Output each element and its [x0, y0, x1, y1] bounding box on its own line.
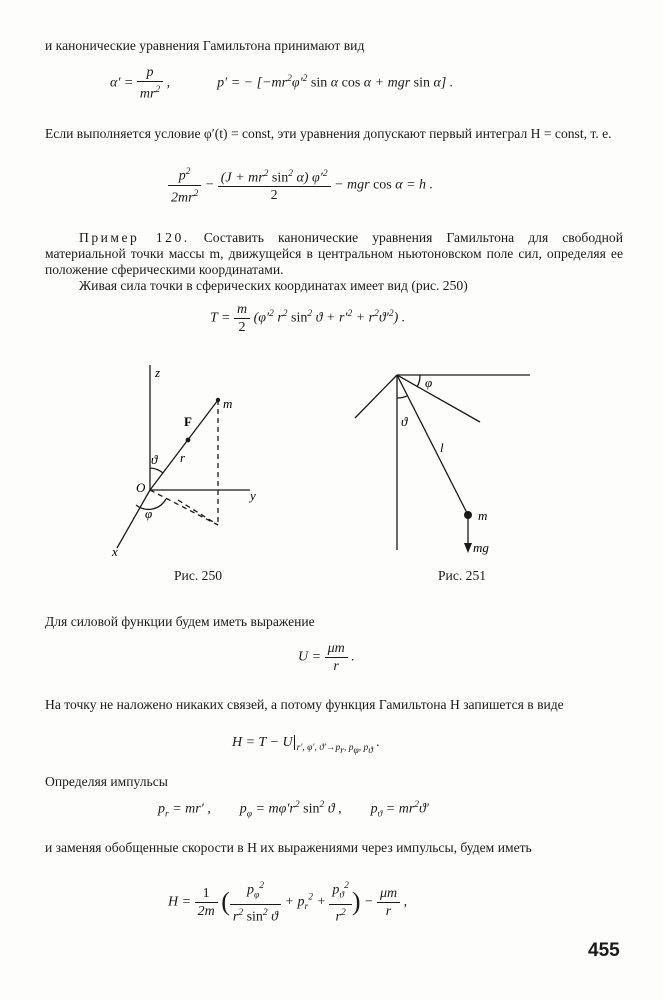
- label-theta: ϑ: [401, 414, 408, 429]
- label-phi: φ: [425, 375, 433, 390]
- label-radius: r: [180, 450, 186, 465]
- label-force: F: [184, 414, 192, 429]
- example-text: Составить канонические уравнения Гамильтона для свободной материальной точки массы m, движущейся в центральном ньютоновском поле сил, определяя ее положение сферическими координатами.: [45, 230, 624, 277]
- equation-hamiltonian: H = $\frac{1}{2m}$ ( $\frac{p_\varphi^2}{r^2 \sin^2 ϑ}$ + $p_r^2$ + $\frac{p_ϑ^2}{r^2}$ ) − $\frac{\mu m}{r}$ ,: [168, 878, 407, 926]
- equation-hamiltonian-definition: H = T − U $_{r', \varphi', ϑ'\to p_r, p_\varphi, p_ϑ}$ .: [232, 735, 380, 756]
- label-phi: φ: [145, 506, 153, 521]
- phi-arc: [417, 375, 420, 387]
- label-x: x: [112, 544, 118, 559]
- label-weight: mg: [473, 540, 489, 555]
- caption-fig251: Рис. 251: [438, 568, 487, 583]
- example-paragraph: [45, 230, 623, 278]
- pendulum-bob: [464, 511, 472, 519]
- weight-arrowhead: [464, 543, 472, 553]
- theta-arc: [397, 396, 407, 398]
- force-paragraph: Для силовой функции будем иметь выражение: [45, 614, 315, 629]
- label-z: z: [155, 365, 161, 380]
- page-number: 455: [588, 940, 620, 961]
- condition-paragraph: Если выполняется условие φ′(t) = const, эти уравнения допускают первый интеграл H = const, т. е.: [45, 126, 612, 141]
- projection-diagonal: [150, 490, 218, 525]
- caption-fig250: Рис. 250: [174, 568, 223, 583]
- equation-momenta: $p_r = mr'$ , $p_\varphi = m\varphi'r^2$ $\sin^2 ϑ$ , $p_ϑ = mr^2ϑ'$: [158, 800, 429, 820]
- pendulum-rod: [397, 375, 468, 515]
- label-y: y: [250, 488, 256, 503]
- force-point: [186, 438, 191, 443]
- constraint-paragraph: На точку не наложено никаких связей, а потому функция Гамильтона H запишется в виде: [45, 697, 564, 712]
- left-line: [355, 375, 397, 418]
- replace-paragraph: и заменяя обобщенные скорости в H их выражениями через импульсы, будем иметь: [45, 840, 532, 855]
- momenta-paragraph: Определяя импульсы: [45, 774, 168, 789]
- label-origin: O: [136, 480, 146, 495]
- mass-point: [216, 398, 220, 402]
- projection-base: [178, 500, 218, 525]
- label-mass: m: [478, 508, 488, 523]
- example-label: Пример 120.: [79, 230, 190, 245]
- kinetic-paragraph: Живая сила точки в сферических координатах имеет вид (рис. 250): [79, 278, 468, 293]
- theta-arc: [150, 468, 163, 473]
- label-theta: ϑ: [151, 452, 158, 467]
- equation-canonical: α′ = $\frac{p}{mr^2}$ , p′ = − [$-mr^2\varphi'^2$ sin α cos α + mgr sin α] .: [110, 65, 454, 102]
- equation-kinetic-energy: T = $\frac{m}{2}$ ($\varphi'^2$ $r^2$ $\sin^2 ϑ + r'^2 + r^2ϑ'^2$) .: [210, 302, 406, 335]
- figure-250: [100, 360, 280, 570]
- equation-first-integral: $\frac{p^2}{2mr^2}$ − $\frac{(J + mr^2 \sin^2 \alpha) \varphi'^2}{2}$ − mgr cos α = h .: [168, 164, 433, 206]
- label-mass: m: [223, 396, 233, 411]
- label-length: l: [440, 440, 444, 455]
- equation-force-function: U = $\frac{\mu m}{r}$ .: [298, 641, 355, 674]
- intro-line: и канонические уравнения Гамильтона принимают вид: [45, 38, 365, 53]
- figure-251: [345, 360, 545, 570]
